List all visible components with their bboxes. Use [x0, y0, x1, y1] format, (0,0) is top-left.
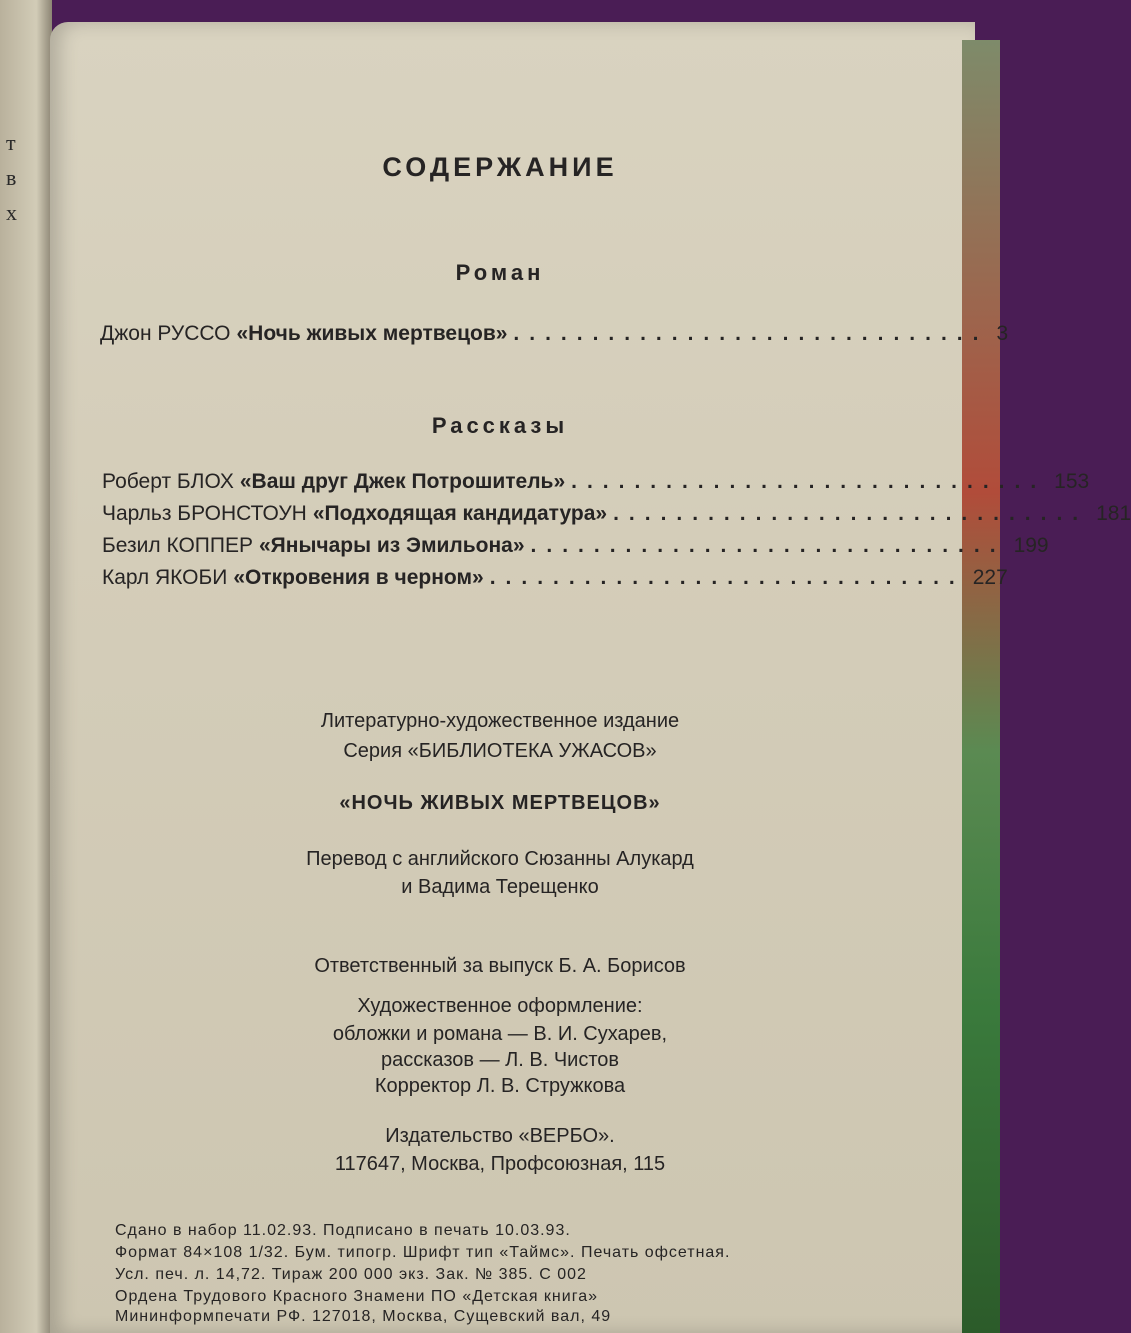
toc-entry	[102, 502, 1131, 526]
imprint-design-stories: рассказов — Л. В. Чистов	[380, 1049, 620, 1071]
imprint-edition: Литературно-художественное издание	[320, 710, 680, 732]
imprint-design-label: Художественное оформление:	[357, 995, 643, 1017]
imprint-responsible: Ответственный за выпуск Б. А. Борисов	[314, 955, 686, 977]
imprint-design-cover: обложки и романа — В. И. Сухарев,	[332, 1023, 668, 1045]
toc-author: Роберт БЛОХ	[102, 470, 234, 493]
toc-author: Чарльз БРОНСТОУН	[102, 502, 307, 525]
print-details-line: Усл. печ. л. 14,72. Тираж 200 000 экз. Зак. № 385. С 002	[115, 1266, 587, 1283]
toc-title: «Янычары из Эмильона»	[258, 534, 525, 557]
toc-leader-dots: ..............................	[613, 502, 1089, 525]
toc-author: Безил КОППЕР	[102, 534, 253, 557]
toc-title: «Откровения в черном»	[233, 566, 484, 589]
print-details-line: Мининформпечати РФ. 127018, Москва, Сущевский вал, 49	[115, 1308, 612, 1325]
toc-entry	[102, 534, 1049, 558]
toc-entry	[102, 566, 1008, 590]
imprint-book-title: «НОЧЬ ЖИВЫХ МЕРТВЕЦОВ»	[339, 792, 661, 814]
toc-title: «Подходящая кандидатура»	[312, 502, 608, 525]
left-page-fragment: т	[6, 130, 16, 155]
print-details-line: Ордена Трудового Красного Знамени ПО «Детская книга»	[115, 1288, 598, 1305]
toc-leader-dots: ..............................	[489, 566, 965, 589]
toc-entry	[100, 322, 1009, 346]
imprint-publisher: Издательство «ВЕРБО».	[385, 1125, 615, 1147]
toc-page-number: 181	[1096, 502, 1131, 525]
toc-author: Карл ЯКОБИ	[102, 566, 228, 589]
section-title-stories: Рассказы	[431, 413, 569, 438]
toc-page-number: 199	[1013, 534, 1049, 557]
toc-author: Джон РУССО	[100, 322, 231, 345]
left-page-fragment: х	[6, 200, 17, 225]
toc-page-number: 227	[972, 566, 1008, 589]
contents-heading: СОДЕРЖАНИЕ	[382, 152, 618, 182]
section-title-novel: Роман	[455, 260, 545, 285]
book-cover-edge	[962, 40, 1000, 1333]
left-page-edge	[0, 0, 52, 1333]
imprint-address: 117647, Москва, Профсоюзная, 115	[334, 1153, 666, 1175]
toc-leader-dots: ..............................	[571, 470, 1047, 493]
imprint-translation: и Вадима Терещенко	[401, 876, 599, 898]
toc-leader-dots: ..............................	[530, 534, 1006, 557]
toc-title: «Ночь живых мертвецов»	[236, 322, 508, 345]
left-page-fragment: в	[6, 165, 17, 190]
imprint-translation: Перевод с английского Сюзанны Алукард	[306, 848, 694, 870]
toc-page-number: 3	[996, 322, 1009, 345]
imprint-corrector: Корректор Л. В. Стружкова	[374, 1075, 626, 1097]
toc-entry	[102, 470, 1090, 494]
toc-leader-dots: ..............................	[513, 322, 989, 345]
imprint-series: Серия «БИБЛИОТЕКА УЖАСОВ»	[343, 740, 657, 762]
toc-title: «Ваш друг Джек Потрошитель»	[239, 470, 566, 493]
toc-page-number: 153	[1054, 470, 1090, 493]
print-details-line: Сдано в набор 11.02.93. Подписано в печать 10.03.93.	[115, 1222, 571, 1239]
print-details-line: Формат 84×108 1/32. Бум. типогр. Шрифт тип «Таймс». Печать офсетная.	[115, 1244, 731, 1261]
